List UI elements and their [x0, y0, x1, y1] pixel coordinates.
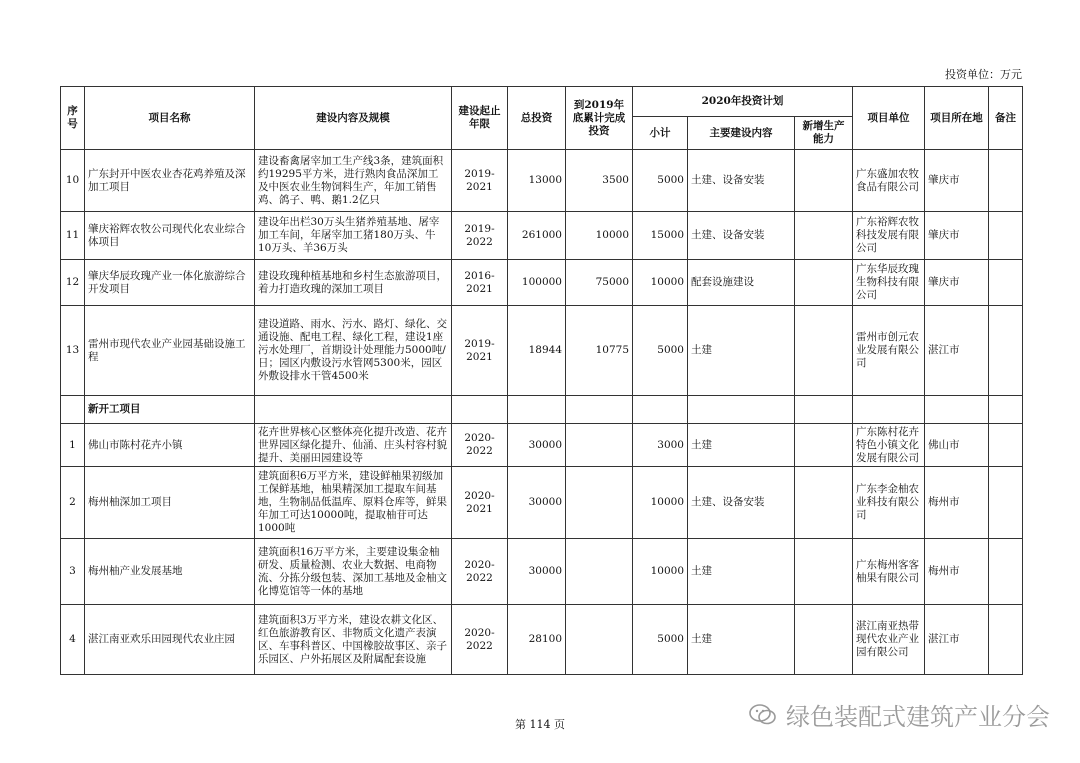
- cell-location: 湛江市: [925, 605, 989, 675]
- cell-seq: 11: [61, 212, 85, 260]
- table-row: [61, 150, 1023, 212]
- cell-seq: 4: [61, 605, 85, 675]
- cell-content: 建筑面积3万平方米，建设农耕文化区、红色旅游教育区、非物质文化遗产表演区、车事科普区、中国橡胶故事区、亲子乐园区、户外拓展区及附属配套设施: [255, 605, 452, 675]
- cell-cumulative: [566, 467, 633, 539]
- cell-notes: [989, 306, 1023, 396]
- cell-seq: 2: [61, 467, 85, 539]
- cell-location: 肇庆市: [925, 212, 989, 260]
- cell-content: 建设玫瑰种植基地和乡村生态旅游项目，着力打造玫瑰的深加工项目: [255, 260, 452, 306]
- cell-notes: [989, 150, 1023, 212]
- section-empty-cell: [61, 396, 85, 424]
- header-name: 项目名称: [85, 87, 255, 150]
- cell-content: 建设道路、雨水、污水、路灯、绿化、交通设施、配电工程、绿化工程，建设1座污水处理厂，首期设计处理能力5000吨/日；园区内敷设污水管网5300米，园区外敷设排水干管4500米: [255, 306, 452, 396]
- section-empty-cell: [633, 396, 688, 424]
- cell-capacity: [795, 467, 853, 539]
- cell-capacity: [795, 306, 853, 396]
- section-empty-cell: [452, 396, 508, 424]
- table-row: [61, 605, 1023, 675]
- cell-unit: 广东李金柚农业科技有限公司: [853, 467, 925, 539]
- cell-unit: 广东盛加农牧食品有限公司: [853, 150, 925, 212]
- cell-period: 2019-2021: [452, 150, 508, 212]
- cell-main-content: 土建: [688, 306, 795, 396]
- cell-capacity: [795, 150, 853, 212]
- cell-subtotal: 15000: [633, 212, 688, 260]
- cell-unit: 广东梅州客客柚果有限公司: [853, 539, 925, 605]
- cell-content: 建筑面积6万平方米，建设鲜柚果初级加工保鲜基地，柚果精深加工提取车间基地，生物制品低温库、原料仓库等，鲜果年加工可达10000吨，提取柚苷可达1000吨: [255, 467, 452, 539]
- section-empty-cell: [795, 396, 853, 424]
- table-row: [61, 424, 1023, 467]
- cell-capacity: [795, 424, 853, 467]
- cell-subtotal: 5000: [633, 605, 688, 675]
- cell-unit: 雷州市创元农业发展有限公司: [853, 306, 925, 396]
- cell-unit: 广东裕辉农牧科技发展有限公司: [853, 212, 925, 260]
- cell-unit: 广东华辰玫瑰生物科技有限公司: [853, 260, 925, 306]
- cell-period: 2019-2022: [452, 212, 508, 260]
- cell-cumulative: [566, 605, 633, 675]
- wechat-icon: [748, 703, 778, 727]
- page-number: 第 114 页: [515, 718, 565, 731]
- cell-subtotal: 3000: [633, 424, 688, 467]
- cell-period: 2020-2021: [452, 467, 508, 539]
- cell-main-content: 土建: [688, 605, 795, 675]
- header-content: 建设内容及规模: [255, 87, 452, 150]
- header-unit: 项目单位: [853, 87, 925, 150]
- cell-name: 肇庆华辰玫瑰产业一体化旅游综合开发项目: [85, 260, 255, 306]
- header-total: 总投资: [508, 87, 566, 150]
- cell-cumulative: [566, 539, 633, 605]
- cell-location: 梅州市: [925, 539, 989, 605]
- cell-subtotal: 5000: [633, 150, 688, 212]
- cell-seq: 13: [61, 306, 85, 396]
- cell-period: 2019-2021: [452, 306, 508, 396]
- cell-cumulative: 75000: [566, 260, 633, 306]
- cell-content: 建设畜禽屠宰加工生产线3条，建筑面积约19295平方米，进行熟肉食品深加工及中医农业生物饲料生产，年加工销售鸡、鸽子、鸭、鹅1.2亿只: [255, 150, 452, 212]
- cell-notes: [989, 212, 1023, 260]
- table-row: [61, 539, 1023, 605]
- section-empty-cell: [688, 396, 795, 424]
- cell-cumulative: 10000: [566, 212, 633, 260]
- cell-main-content: 土建: [688, 424, 795, 467]
- section-empty-cell: [255, 396, 452, 424]
- investment-table: [60, 86, 1023, 675]
- cell-content: 建筑面积16万平方米，主要建设集金柚研发、质量检测、农业大数据、电商物流、分拣分级包装、深加工基地及金柚文化博览馆等一体的基地: [255, 539, 452, 605]
- cell-notes: [989, 605, 1023, 675]
- cell-content: 建设年出栏30万头生猪养殖基地、屠宰加工车间，年屠宰加工猪180万头、牛10万头、羊36万头: [255, 212, 452, 260]
- cell-subtotal: 10000: [633, 539, 688, 605]
- cell-seq: 3: [61, 539, 85, 605]
- header-period: 建设起止年限: [452, 87, 508, 150]
- cell-name: 雷州市现代农业产业园基础设施工程: [85, 306, 255, 396]
- cell-notes: [989, 260, 1023, 306]
- table-row: [61, 260, 1023, 306]
- cell-total: 261000: [508, 212, 566, 260]
- table-row: [61, 306, 1023, 396]
- cell-name: 湛江南亚欢乐田园现代农业庄园: [85, 605, 255, 675]
- table-row: [61, 467, 1023, 539]
- cell-capacity: [795, 260, 853, 306]
- header-cumulative: 到2019年底累计完成投资: [566, 87, 633, 150]
- cell-unit: 湛江南亚热带现代农业产业园有限公司: [853, 605, 925, 675]
- cell-location: 湛江市: [925, 306, 989, 396]
- cell-seq: 10: [61, 150, 85, 212]
- cell-capacity: [795, 605, 853, 675]
- cell-total: 30000: [508, 539, 566, 605]
- cell-location: 肇庆市: [925, 150, 989, 212]
- cell-subtotal: 5000: [633, 306, 688, 396]
- unit-label: 投资单位：万元: [945, 68, 1022, 81]
- header-subtotal: 小计: [633, 117, 688, 150]
- header-plan-2020: 2020年投资计划: [633, 87, 853, 117]
- cell-total: 28100: [508, 605, 566, 675]
- cell-total: 30000: [508, 424, 566, 467]
- cell-notes: [989, 424, 1023, 467]
- cell-subtotal: 10000: [633, 467, 688, 539]
- cell-name: 梅州柚深加工项目: [85, 467, 255, 539]
- cell-location: 肇庆市: [925, 260, 989, 306]
- watermark-text: 绿色装配式建筑产业分会: [786, 703, 1050, 731]
- cell-period: 2020-2022: [452, 605, 508, 675]
- cell-main-content: 土建: [688, 539, 795, 605]
- cell-capacity: [795, 539, 853, 605]
- cell-main-content: 土建、设备安装: [688, 150, 795, 212]
- cell-name: 佛山市陈村花卉小镇: [85, 424, 255, 467]
- section-empty-cell: [925, 396, 989, 424]
- cell-seq: 1: [61, 424, 85, 467]
- watermark: [748, 697, 1050, 732]
- cell-location: 佛山市: [925, 424, 989, 467]
- cell-cumulative: 10775: [566, 306, 633, 396]
- cell-location: 梅州市: [925, 467, 989, 539]
- section-row: [61, 396, 1023, 424]
- cell-total: 13000: [508, 150, 566, 212]
- section-empty-cell: [853, 396, 925, 424]
- section-empty-cell: [566, 396, 633, 424]
- table-row: [61, 212, 1023, 260]
- cell-notes: [989, 467, 1023, 539]
- header-main-content: 主要建设内容: [688, 117, 795, 150]
- header-location: 项目所在地: [925, 87, 989, 150]
- section-empty-cell: [508, 396, 566, 424]
- cell-notes: [989, 539, 1023, 605]
- cell-content: 花卉世界核心区整体亮化提升改造、花卉世界园区绿化提升、仙涌、庄头村容村貌提升、美丽田园建设等: [255, 424, 452, 467]
- cell-seq: 12: [61, 260, 85, 306]
- header-seq: 序号: [61, 87, 85, 150]
- cell-total: 30000: [508, 467, 566, 539]
- cell-name: 肇庆裕辉农牧公司现代化农业综合体项目: [85, 212, 255, 260]
- cell-cumulative: 3500: [566, 150, 633, 212]
- cell-period: 2016-2021: [452, 260, 508, 306]
- cell-main-content: 土建、设备安装: [688, 467, 795, 539]
- cell-cumulative: [566, 424, 633, 467]
- cell-subtotal: 10000: [633, 260, 688, 306]
- header-new-capacity: 新增生产能力: [795, 117, 853, 150]
- cell-period: 2020-2022: [452, 539, 508, 605]
- cell-total: 100000: [508, 260, 566, 306]
- section-empty-cell: [989, 396, 1023, 424]
- cell-main-content: 土建、设备安装: [688, 212, 795, 260]
- cell-unit: 广东陈村花卉特色小镇文化发展有限公司: [853, 424, 925, 467]
- cell-capacity: [795, 212, 853, 260]
- cell-period: 2020-2022: [452, 424, 508, 467]
- section-title: 新开工项目: [85, 396, 255, 424]
- header-notes: 备注: [989, 87, 1023, 150]
- cell-name: 广东封开中医农业杏花鸡养殖及深加工项目: [85, 150, 255, 212]
- cell-total: 18944: [508, 306, 566, 396]
- cell-name: 梅州柚产业发展基地: [85, 539, 255, 605]
- cell-main-content: 配套设施建设: [688, 260, 795, 306]
